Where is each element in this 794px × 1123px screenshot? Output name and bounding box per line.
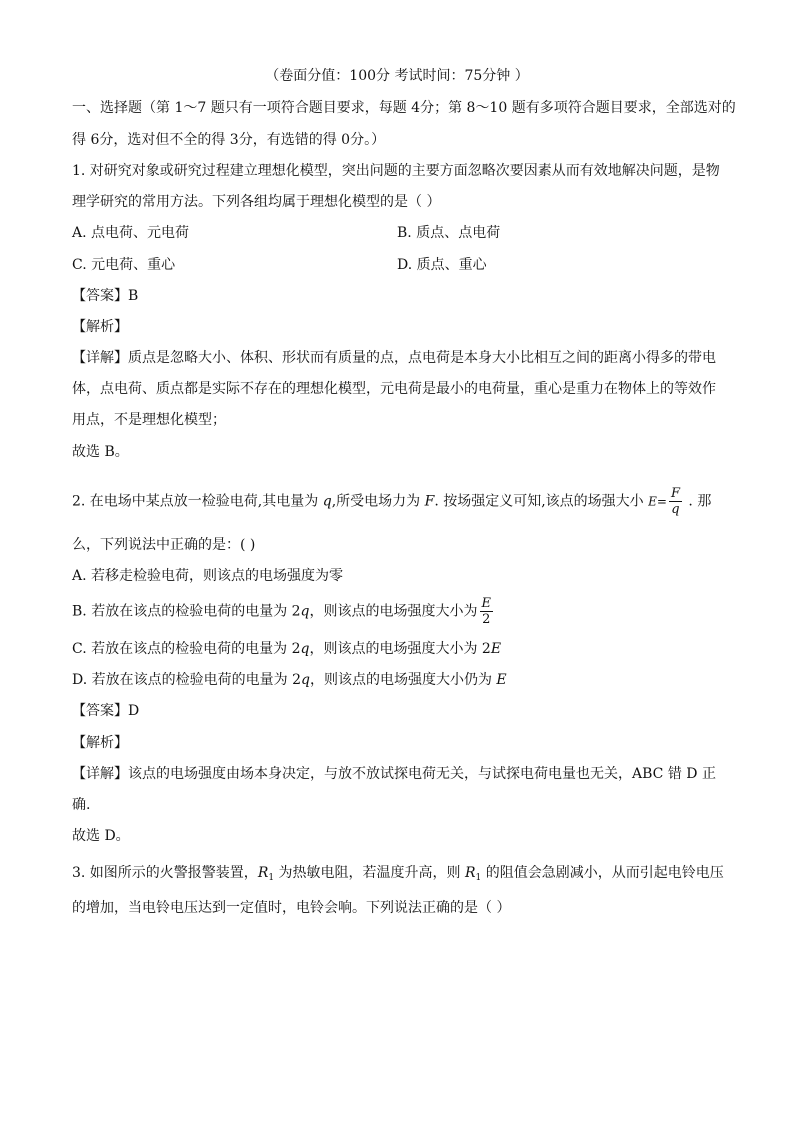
q2-stem-text-b: ,所受电场力为 (331, 493, 425, 510)
q2-analysis-label: 【解析】 (72, 735, 128, 751)
q1-option-a: A. 点电荷、元电荷 (72, 225, 190, 241)
q2-optb-text-a: B. 若放在该点的检验电荷的电量为 2 (72, 603, 301, 620)
q2-optb-text-b: ，则该点的电场强度大小为 (309, 603, 478, 620)
frac-numerator: F (670, 486, 680, 501)
q1-option-c: C. 元电荷、重心 (72, 257, 176, 273)
var-E-equals: E= (648, 494, 667, 509)
frac-denominator: 2 (480, 611, 494, 627)
subscript-1: 1 (268, 873, 275, 883)
exam-info: （卷面分值：100分 考试时间：75分钟 ） (265, 68, 529, 84)
q2-option-a: A. 若移走检验电荷，则该点的电场强度为零 (72, 568, 344, 584)
var-q: q (300, 641, 310, 657)
q1-stem-line2: 理学研究的常用方法。下列各组均属于理想化模型的是（ ） (72, 194, 441, 210)
var-E: E (496, 672, 507, 688)
fraction-E-over-2 (480, 596, 494, 627)
q3-stem-text-c: 的阻值会急剧减小，从而引起电铃电压 (481, 865, 724, 881)
frac-numerator: E (481, 596, 492, 611)
q2-conclusion: 故选 D。 (72, 828, 130, 844)
subscript-1: 1 (475, 873, 482, 883)
q2-stem-line2: 么，下列说法中正确的是：( ) (72, 537, 256, 553)
q3-stem-text-a: 3. 如图所示的火警报警装置， (72, 865, 258, 881)
section-instructions-line2: 得 6分，选对但不全的得 3分，有选错的得 0分。） (72, 132, 386, 148)
q2-stem-text-c: . 按场强定义可知,该点的场强大小 (434, 493, 649, 510)
var-q: q (322, 493, 332, 510)
q1-answer: 【答案】B (72, 288, 139, 304)
q1-option-d: D. 质点、重心 (397, 257, 487, 273)
var-F: F (424, 493, 435, 510)
frac-denominator: q (669, 501, 682, 517)
var-q: q (300, 672, 310, 688)
q1-detail-line3: 用点，不是理想化模型； (72, 412, 226, 428)
q1-detail-line2: 体，点电荷、质点都是实际不存在的理想化模型，元电荷是最小的电荷量，重心是重力在物体上的等效作 (72, 381, 716, 397)
q2-stem-text-a: 2. 在电场中某点放一检验电荷,其电量为 (72, 493, 323, 510)
q2-option-d (72, 670, 722, 690)
q2-detail-line1: 【详解】该点的电场强度由场本身决定，与放不放试探电荷无关，与试探电荷电量也无关，ABC 错 D 正 (72, 766, 716, 782)
q2-answer: 【答案】D (72, 703, 140, 719)
q2-option-c (72, 639, 722, 659)
q1-conclusion: 故选 B。 (72, 444, 129, 460)
q2-optc-text-b: ，则该点的电场强度大小为 2 (309, 641, 491, 657)
q2-stem-text-d: . 那 (683, 493, 712, 510)
q3-stem-line1 (72, 862, 722, 889)
q1-analysis-label: 【解析】 (72, 319, 128, 335)
q1-option-b: B. 质点、点电荷 (397, 225, 501, 241)
section-instructions-line1: 一、选择题（第 1～7 题只有一项符合题目要求，每题 4分；第 8～10 题有多项符合题目要求，全部选对的 (72, 100, 736, 116)
q2-optd-text-a: D. 若放在该点的检验电荷的电量为 2 (72, 672, 301, 688)
q2-stem-line1 (72, 486, 722, 517)
q3-stem-text-b: 为热敏电阻，若温度升高，则 (274, 865, 465, 881)
var-E: E (490, 641, 502, 657)
var-R: R (257, 865, 269, 881)
fraction-F-over-q (669, 486, 682, 517)
q1-stem-line1: 1. 对研究对象或研究过程建立理想化模型，突出问题的主要方面忽略次要因素从而有效地解决问题，是物 (72, 163, 720, 179)
var-q: q (300, 603, 310, 620)
q3-stem-line2: 的增加，当电铃电压达到一定值时，电铃会响。下列说法正确的是（ ） (72, 900, 511, 916)
q2-optc-text-a: C. 若放在该点的检验电荷的电量为 2 (72, 641, 301, 657)
q1-detail-line1: 【详解】质点是忽略大小、体积、形状而有质量的点，点电荷是本身大小比相互之间的距离小得多的带电 (72, 350, 716, 366)
q2-detail-line2: 确. (72, 797, 91, 813)
q2-optd-text-b: ，则该点的电场强度大小仍为 (309, 672, 497, 688)
var-R: R (465, 865, 476, 881)
q2-option-b (72, 596, 722, 627)
